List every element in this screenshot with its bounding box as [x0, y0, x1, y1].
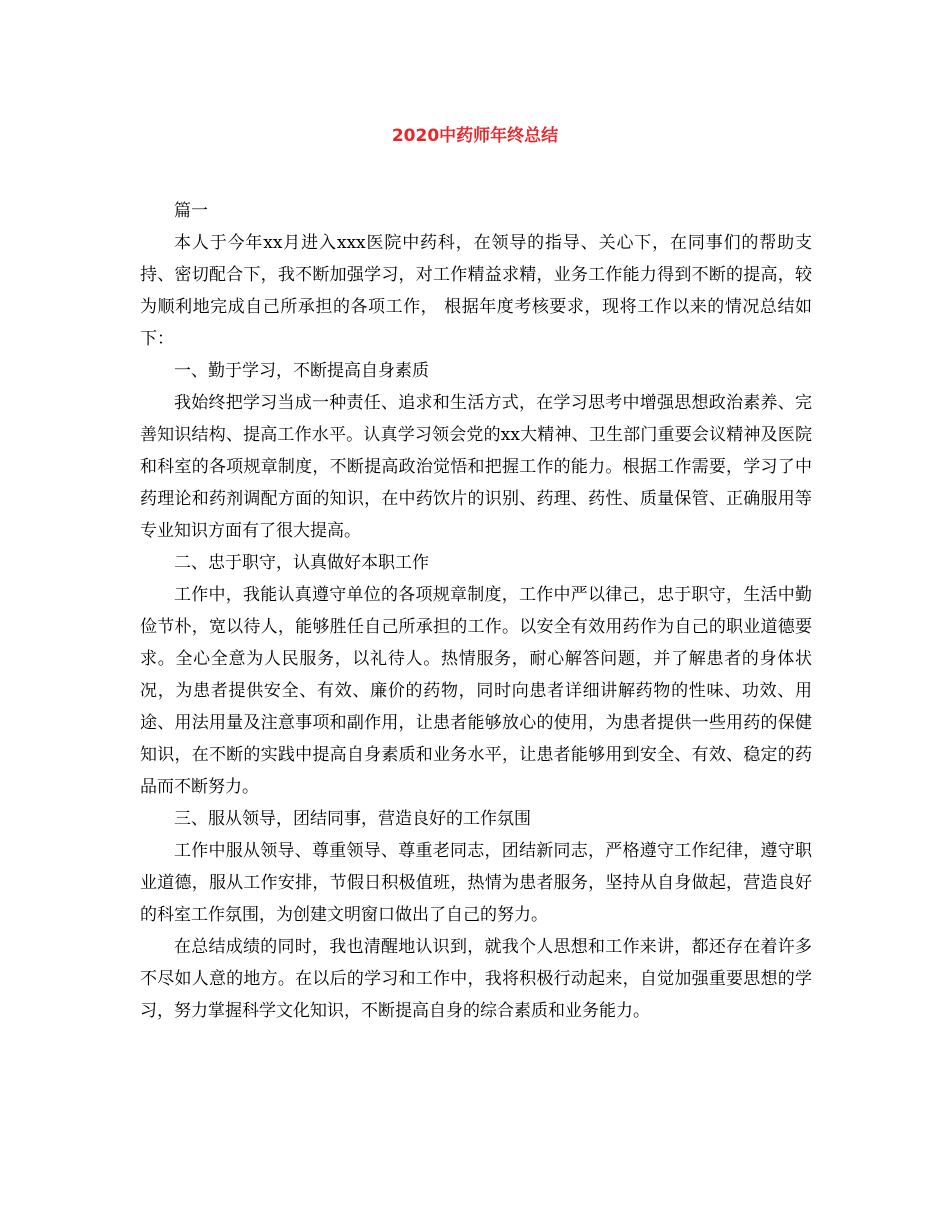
document-body [140, 195, 812, 1027]
conclusion-paragraph: 在总结成绩的同时，我也清醒地认识到，就我个人思想和工作来讲，都还存在着许多不尽如人意的地方。在以后的学习和工作中，我将积极行动起来，自觉加强重要思想的学习，努力掌握科学文化知识，不断提高自身的综合素质和业务能力。 [140, 937, 812, 1021]
section-1-paragraph: 我始终把学习当成一种责任、追求和生活方式，在学习思考中增强思想政治素养、完善知识结构、提高工作水平。认真学习领会党的xx大精神、卫生部门重要会议精神及医院和科室的各项规章制度，不断提高政治觉悟和把握工作的能力。根据工作需要，学习了中药理论和药剂调配方面的知识，在中药饮片的识别、药理、药性、质量保管、正确服用等专业知识方面有了很大提高。 [140, 393, 812, 541]
intro-paragraph: 本人于今年xx月进入xxx医院中药科，在领导的指导、关心下，在同事们的帮助支持、密切配合下，我不断加强学习，对工作精益求精，业务工作能力得到不断的提高，较为顺利地完成自己所承担的各项工作， 根据年度考核要求，现将工作以来的情况总结如下： [140, 233, 812, 349]
document-title: 2020中药师年终总结 [391, 126, 559, 146]
section-label: 篇一 [174, 201, 208, 221]
section-2-paragraph: 工作中，我能认真遵守单位的各项规章制度，工作中严以律己，忠于职守，生活中勤俭节朴，宽以待人，能够胜任自己所承担的工作。以安全有效用药作为自己的职业道德要求。全心全意为人民服务，以礼待人。热情服务，耐心解答问题，并了解患者的身体状况，为患者提供安全、有效、廉价的药物，同时向患者详细讲解药物的性味、功效、用途、用法用量及注意事项和副作用，让患者能够放心的使用，为患者提供一些用药的保健知识，在不断的实践中提高自身素质和业务水平，让患者能够用到安全、有效、稳定的药品而不断努力。 [140, 585, 812, 797]
section-3-paragraph: 工作中服从领导、尊重领导、尊重老同志，团结新同志，严格遵守工作纪律，遵守职业道德，服从工作安排，节假日积极值班，热情为患者服务，坚持从自身做起，营造良好的科室工作氛围，为创建文明窗口做出了自己的努力。 [140, 841, 812, 925]
section-heading-2: 二、忠于职守，认真做好本职工作 [174, 553, 429, 573]
section-heading-3: 三、服从领导，团结同事，营造良好的工作氛围 [174, 809, 531, 829]
section-heading-1: 一、勤于学习，不断提高自身素质 [174, 361, 429, 381]
